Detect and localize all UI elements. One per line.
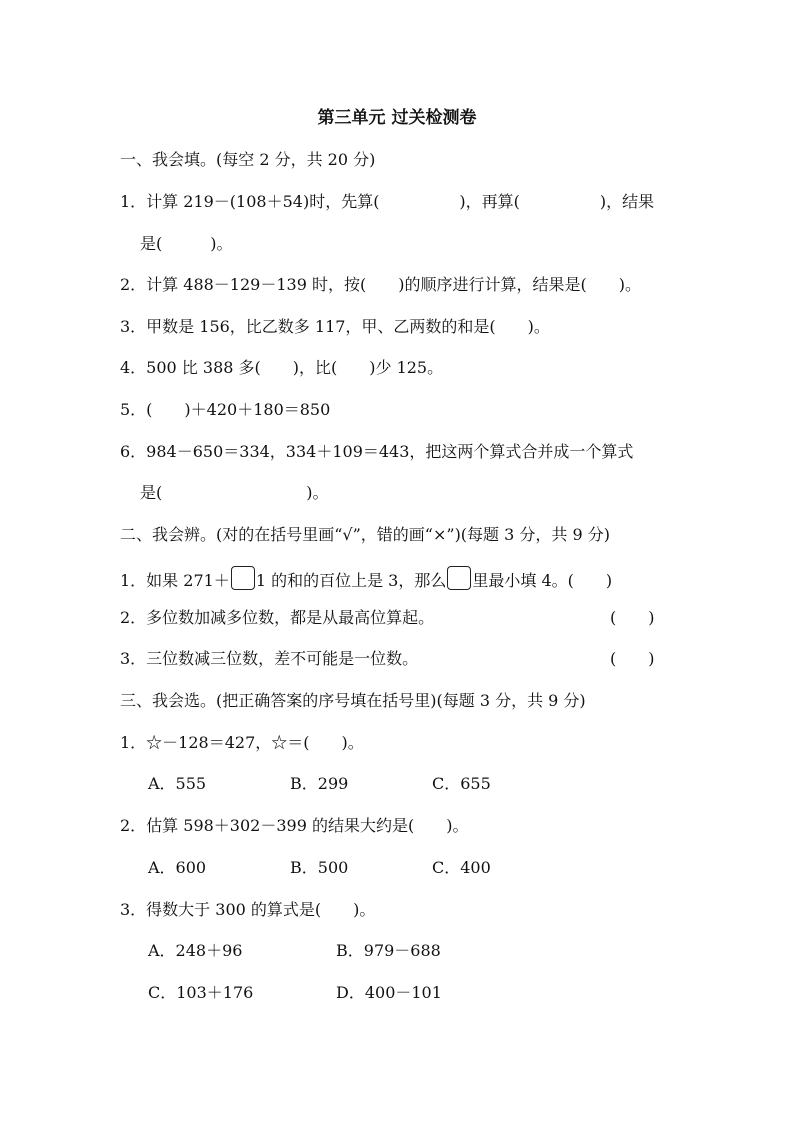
s3-q2-option-a: A．600 — [148, 858, 207, 877]
s3-q1-option-a: A．555 — [148, 774, 207, 793]
blank-box-icon — [447, 566, 471, 590]
s2-q1-suffix: 里最小填 4。( ) — [472, 571, 613, 590]
s1-question-6-cont: 是( )。 — [140, 483, 329, 502]
s1-question-2: 2．计算 488－129－139 时，按( )的顺序进行计算，结果是( )。 — [120, 275, 641, 294]
s3-q1-option-b: B．299 — [290, 774, 349, 793]
s3-question-3: 3．得数大于 300 的算式是( )。 — [120, 900, 376, 919]
section-1-heading: 一、我会填。(每空 2 分，共 20 分) — [120, 150, 376, 169]
s2-question-3: 3．三位数减三位数，差不可能是一位数。 — [120, 649, 419, 668]
s1-question-1: 1．计算 219－(108＋54)时，先算( )，再算( )，结果 — [120, 192, 655, 211]
s1-question-3: 3．甲数是 156，比乙数多 117，甲、乙两数的和是( )。 — [120, 317, 550, 336]
s3-q3-option-d: D．400－101 — [336, 983, 442, 1002]
s2-q3-answer-bracket: ( ) — [610, 649, 655, 668]
s3-question-1: 1．☆－128＝427，☆＝( )。 — [120, 733, 364, 752]
s3-question-2: 2．估算 598＋302－399 的结果大约是( )。 — [120, 816, 469, 835]
s3-q2-option-b: B．500 — [290, 858, 349, 877]
s1-question-1-cont: 是( )。 — [140, 234, 233, 253]
s1-question-5: 5．( )＋420＋180＝850 — [120, 400, 331, 419]
s3-q3-option-c: C．103＋176 — [148, 983, 254, 1002]
s3-q2-option-c: C．400 — [432, 858, 491, 877]
s3-q1-option-c: C．655 — [432, 774, 491, 793]
section-3-heading: 三、我会选。(把正确答案的序号填在括号里)(每题 3 分，共 9 分) — [120, 691, 586, 710]
s2-question-1 — [120, 566, 612, 593]
s3-q3-option-b: B．979－688 — [336, 941, 441, 960]
blank-box-icon — [231, 566, 255, 590]
s1-question-4: 4．500 比 388 多( )，比( )少 125。 — [120, 358, 444, 377]
s3-q3-option-a: A．248＋96 — [148, 941, 243, 960]
s1-question-6: 6．984－650＝334，334＋109＝443，把这两个算式合并成一个算式 — [120, 442, 634, 461]
s2-q2-answer-bracket: ( ) — [610, 608, 655, 627]
s2-q1-prefix: 1．如果 271＋ — [120, 571, 230, 590]
page-title: 第三单元 过关检测卷 — [317, 108, 477, 128]
s2-q1-middle: 1 的和的百位上是 3，那么 — [255, 571, 447, 590]
section-2-heading: 二、我会辨。(对的在括号里画“√”，错的画“×”)(每题 3 分，共 9 分) — [120, 525, 610, 544]
s2-question-2: 2．多位数加减多位数，都是从最高位算起。 — [120, 608, 435, 627]
